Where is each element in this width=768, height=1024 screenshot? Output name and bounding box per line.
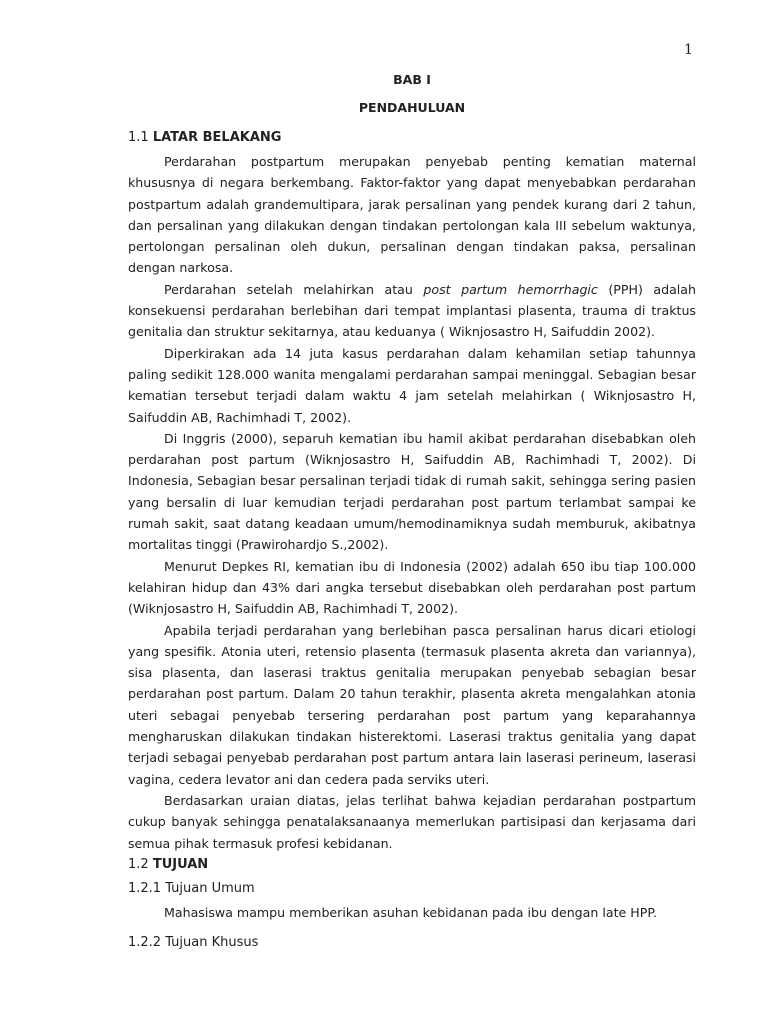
page-number: 1	[684, 42, 693, 58]
paragraph-3: Diperkirakan ada 14 juta kasus perdarahan dalam kehamilan setiap tahunnya paling sedikit 128.000 wanita mengalami perdarahan sampai meninggal. Sebagian besar kematian tersebut terjadi dalam waktu 4 jam setelah melahirkan ( Wiknjosastro H, Saifuddin AB, Rachimhadi T, 2002).	[128, 345, 696, 425]
paragraph-2	[128, 279, 696, 343]
paragraph-5: Menurut Depkes RI, kematian ibu di Indonesia (2002) adalah 650 ibu tiap 100.000 kelahiran hidup dan 43% dari angka tersebut disebabkan oleh perdarahan post partum (Wiknjosastro H, Saifuddin AB, Rachimhadi T, 2002).	[128, 558, 696, 617]
section-1-2-2-heading: 1.2.2 Tujuan Khusus	[128, 935, 259, 950]
paragraph-7: Berdasarkan uraian diatas, jelas terlihat bahwa kejadian perdarahan postpartum cukup banyak sehingga penatalaksanaanya memerlukan partisipasi dan kerjasama dari semua pihak termasuk profesi kebidanan.	[128, 792, 696, 851]
section-1-1-title: LATAR BELAKANG	[152, 130, 282, 145]
chapter-title: PENDAHULUAN	[358, 100, 466, 115]
section-1-1-heading	[128, 130, 281, 145]
section-1-2-title: TUJUAN	[152, 857, 209, 872]
background-text	[128, 151, 696, 854]
paragraph-2-italic-term: post partum hemorrhagic	[423, 281, 598, 297]
section-1-2-1-heading: 1.2.1 Tujuan Umum	[128, 881, 255, 896]
paragraph-2-end: (PPH) adalah konsekuensi perdarahan berlebihan dari tempat implantasi plasenta, trauma di traktus genitalia dan struktur sekitarnya, atau keduanya ( Wiknjosastro H, Saifuddin 2002).	[128, 281, 696, 340]
section-1-2-number: 1.2	[128, 857, 149, 872]
paragraph-2-start: Perdarahan setelah melahirkan atau	[164, 281, 424, 297]
paragraph-4: Di Inggris (2000), separuh kematian ibu hamil akibat perdarahan disebabkan oleh perdarahan post partum (Wiknjosastro H, Saifuddin AB, Rachimhadi T, 2002). Di Indonesia, Sebagian besar persalinan terjadi tidak di rumah sakit, sehingga sering pasien yang bersalin di luar kemudian terjadi perdarahan post partum terlambat sampai ke rumah sakit, saat datang keadaan umum/hemodinamiknya sudah memburuk, akibatnya mortalitas tinggi (Prawirohardjo S.,2002).	[128, 430, 696, 553]
chapter-heading: BAB I	[393, 72, 431, 87]
paragraph-1: Perdarahan postpartum merupakan penyebab penting kematian maternal khususnya di negara berkembang. Faktor-faktor yang dapat menyebabkan perdarahan postpartum adalah grandemultipara, jarak persalinan yang pendek kurang dari 2 tahun, dan persalinan yang dilakukan dengan tindakan pertolongan kala III sebelum waktunya, pertolongan persalinan oleh dukun, persalinan dengan tindakan paksa, persalinan dengan narkosa.	[128, 154, 696, 276]
paragraph-6: Apabila terjadi perdarahan yang berlebihan pasca persalinan harus dicari etiologi yang spesifik. Atonia uteri, retensio plasenta (termasuk plasenta akreta dan variannya), sisa plasenta, dan laserasi traktus genitalia merupakan penyebab sebagian besar perdarahan post partum. Dalam 20 tahun terakhir, plasenta akreta mengalahkan atonia uteri sebagai penyebab tersering perdarahan post partum yang keparahannya mengharuskan dilakukan tindakan histerektomi. Laserasi traktus genitalia yang dapat terjadi sebagai penyebab perdarahan post partum antara lain laserasi perineum, laserasi vagina, cedera levator ani dan cedera pada serviks uteri.	[128, 622, 696, 787]
section-1-2-heading	[128, 857, 208, 872]
section-1-1-number: 1.1	[128, 130, 149, 145]
section-1-2-1-text: Mahasiswa mampu memberikan asuhan kebidanan pada ibu dengan late HPP.	[164, 905, 657, 920]
